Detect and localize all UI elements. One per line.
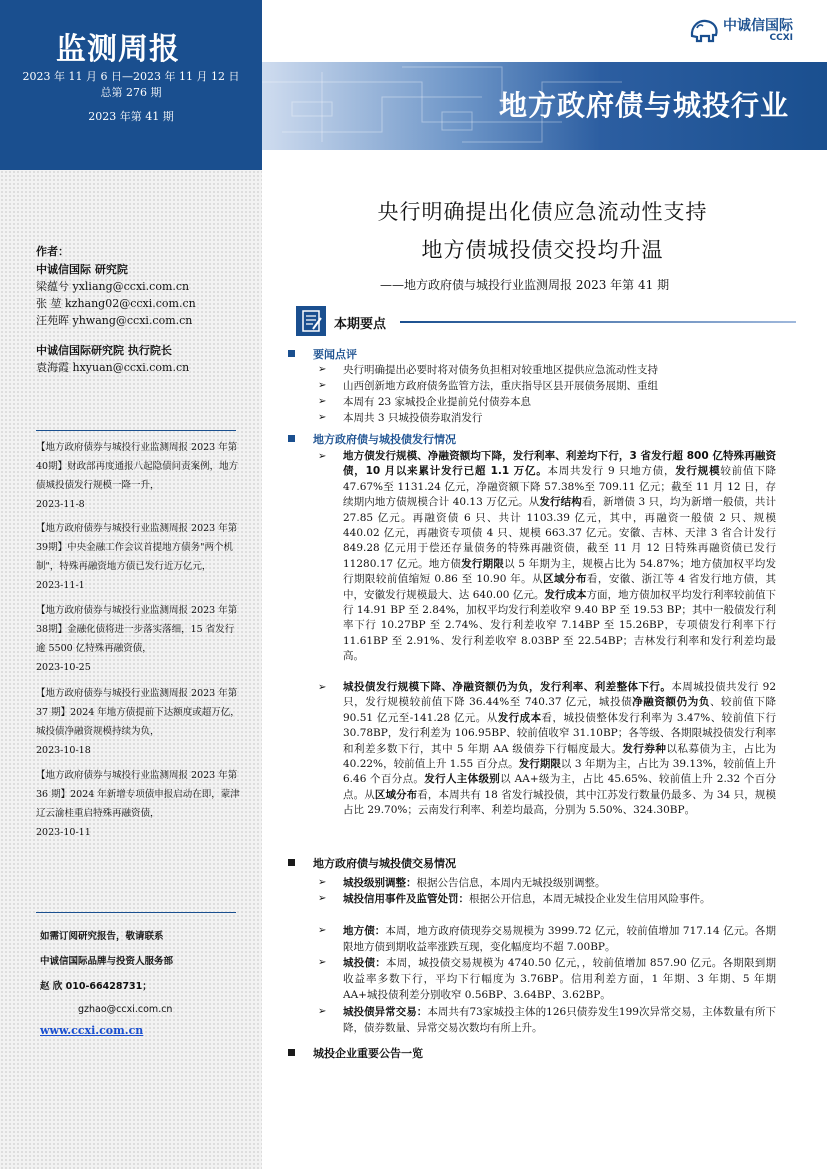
website-link[interactable]: www.ccxi.com.cn <box>40 1024 144 1037</box>
author-line: 梁蕴兮 yxliang@ccxi.com.cn <box>36 280 190 293</box>
director-line: 袁海霞 hxyuan@ccxi.com.cn <box>36 361 190 374</box>
section-heading-issuance: 地方政府债与城投债发行情况 <box>288 431 456 447</box>
director-org: 中诚信国际研究院 执行院长 <box>36 344 172 357</box>
trading-item: ➢ 城投债异常交易：本周共有73家城投主体的126只债券发生199次异常交易，主体数量有所下降，债券数量、异常交易次数均有所上升。 <box>318 1006 776 1034</box>
arrow-bullet-icon: ➢ <box>318 957 327 968</box>
arrow-bullet-icon: ➢ <box>318 877 327 888</box>
key-points-header <box>296 306 796 336</box>
author-org: 中诚信国际 研究院 <box>36 263 128 276</box>
related-report-date: 2023-10-11 <box>36 827 91 838</box>
trading-item: ➢ 城投级别调整：根据公告信息，本周内无城投级别调整。 <box>318 877 606 889</box>
report-title-line2: 地方债城投债交投均升温 <box>421 238 664 262</box>
report-title-line1: 央行明确提出化债应急流动性支持 <box>377 200 708 224</box>
square-bullet-icon <box>288 859 295 866</box>
related-report[interactable] <box>36 438 241 514</box>
square-bullet-icon <box>288 435 295 442</box>
related-report[interactable] <box>36 601 241 677</box>
related-report-date: 2023-11-1 <box>36 580 85 591</box>
date-range: 2023 年 11 月 6 日—2023 年 11 月 12 日 <box>22 70 240 83</box>
report-type-banner <box>0 0 262 170</box>
issuance-local-bond: ➢ 地方债发行规模、净融资额均下降，发行利率、利差均下行，3 省发行超 800 亿特殊再融资债，10 月以来累计发行已超 1.1 万亿。本周共发行 9 只地方债，发行规模较前值下降 47.67%至 1131.24 亿元，净融资额下降 57.38%至 709.11 亿元；截至 11 月 12 日，存续期内地方债规模合计 40.13 万亿元。从发行结构看，新增债 3 只，均为新增一般债，共计 27.85 亿元。再融资债 6 只、共计 1103.39 亿元，其中，再融资一般债 2 只、规模 440.02 亿元，再融资专项债 4 只、规模 663.37 亿元。安徽、吉林、天津 3 省合计发行 849.28 亿元用于偿还存量债务的特殊再融资债，截至 11 月 12 日特殊再融资债已发行 11280.17 亿元。地方债发行期限以 5 年期为主，规模占比为 54.87%；地方债加权平均发行期限较前值缩短 0.86 至 10.90 年。从区域分布看，安徽、浙江等 4 省发行地方债，其中，安徽发行规模最大、达 640.00 亿元。发行成本方面，地方债加权平均发行利率较前值下行 14.91 BP 至 2.84%，加权平均发行利差收窄 9.40 BP 至 19.53 BP；其中一般债发行利率下行 10.27BP 至 2.74%、发行利差收窄 7.14BP 至 15.26BP，专项债发行利率下行 11.61BP 至 2.91%、发行利差收窄 8.03BP 至 22.54BP；吉林发行利率和发行利差均最高。 <box>318 450 777 663</box>
author-heading: 作者： <box>36 245 69 258</box>
news-item: ➢ 央行明确提出必要时将对债务负担相对较重地区提供应急流动性支持 <box>318 364 658 376</box>
arrow-bullet-icon: ➢ <box>318 380 327 391</box>
elephant-logo-icon <box>689 18 719 44</box>
contact-name: 赵 欣 010-66428731； <box>40 981 152 992</box>
sidebar-divider <box>36 430 236 431</box>
contact-heading: 如需订阅研究报告，敬请联系 <box>40 931 164 942</box>
trading-item: ➢ 城投债：本周，城投债交易规模为 4740.50 亿元，，较前值增加 857.90 亿元。各期限到期收益率多数下行，平均下行幅度为 3.76BP。信用利差方面，1 年期、3 年期、5 年期 AA+城投债利差分别收窄 0.56BP、3.64BP、3.62BP。 <box>318 957 776 1001</box>
contact-email[interactable]: gzhao@ccxi.com.cn <box>78 1004 173 1015</box>
related-report-title: 【地方政府债券与城投行业监测周报 2023 年第 36 期】2024 年新增专项债申报启动在即，蒙津辽云渝桂重启特殊再融资债， <box>36 770 240 819</box>
related-report-date: 2023-10-18 <box>36 745 91 756</box>
arrow-bullet-icon: ➢ <box>318 682 327 693</box>
key-points-label: 本期要点 <box>334 317 387 332</box>
sidebar-divider <box>36 912 236 913</box>
document-icon <box>296 306 326 336</box>
related-report-title: 【地方政府债券与城投行业监测周报 2023 年第39期】中央金融工作会议首提地方债务"两个机制"，特殊再融资地方债已发行近万亿元， <box>36 523 238 572</box>
section-heading-trading: 地方政府债与城投债交易情况 <box>288 855 456 871</box>
trading-item: ➢ 地方债：本周，地方政府债现券交易规模为 3999.72 亿元，较前值增加 717.14 亿元。各期限地方债到期收益率涨跌互现，变化幅度均不超 7.00BP。 <box>318 925 777 953</box>
ccxi-logo <box>689 18 793 44</box>
industry-title: 地方政府债与城投行业 <box>498 89 789 122</box>
logo-text-en: CCXI <box>769 33 793 43</box>
arrow-bullet-icon: ➢ <box>318 364 327 375</box>
author-line: 汪苑晖 yhwang@ccxi.com.cn <box>36 314 193 327</box>
contact-dept: 中诚信国际品牌与投资人服务部 <box>40 956 174 967</box>
issuance-chengtou-bond: ➢ 城投债发行规模下降、净融资额仍为负，发行利率、利差整体下行。本周城投债共发行 92 只，发行规模较前值下降 36.44%至 740.37 亿元，城投债净融资额仍为负、较前值下降 90.51 亿元至-141.28 亿元。从发行成本看，城投债整体发行利率为 3.47%、较前值下行 30.78BP，发行利差为 106.95BP、较前值收窄 31.10BP；各等级、各期限城投债发行利率和利差多数下行，其中 5 年期 AA 级债券下行幅度最大。发行券种以私募债为主，占比为 40.22%，较前值上升 1.55 百分点。发行期限以 3 年期为主，占比为 39.13%，较前值上升 6.46 个百分点。发行人主体级别以 AA+级为主，占比 45.65%、较前值上升 2.32 个百分点。从区域分布看，本周共有 18 省发行城投债，其中江苏发行数量仍最多、为 34 只，规模占比 29.70%；云南发行利率、利差均最高，分别为 5.50%、324.30BP。 <box>318 681 777 817</box>
report-subtitle: ——地方政府债与城投行业监测周报 2023 年第 41 期 <box>380 278 670 292</box>
related-report-title: 【地方政府债券与城投行业监测周报 2023 年第 37 期】2024 年地方债提前下达额度或超万亿，城投债净融资规模持续为负， <box>36 688 240 737</box>
related-report-date: 2023-10-25 <box>36 662 91 673</box>
related-report-date: 2023-11-8 <box>36 499 85 510</box>
arrow-bullet-icon: ➢ <box>318 412 327 423</box>
related-report[interactable] <box>36 684 241 760</box>
arrow-bullet-icon: ➢ <box>318 893 327 904</box>
header-banner <box>262 0 827 150</box>
trading-item: ➢ 城投信用事件及监管处罚：根据公开信息，本周无城投企业发生信用风险事件。 <box>318 893 711 905</box>
related-report-title: 【地方政府债券与城投行业监测周报 2023 年第38期】金融化债将进一步落实落细，15 省发行逾 5500 亿特殊再融资债， <box>36 605 238 654</box>
issue-year: 2023 年第 41 期 <box>88 110 174 123</box>
news-item: ➢ 山西创新地方政府债务监管方法，重庆指导区县开展债务展期、重组 <box>318 380 658 392</box>
issue-total: 总第 276 期 <box>100 86 162 99</box>
arrow-bullet-icon: ➢ <box>318 1006 327 1017</box>
square-bullet-icon <box>288 1049 295 1056</box>
section-heading-announcements: 城投企业重要公告一览 <box>288 1045 423 1061</box>
arrow-bullet-icon: ➢ <box>318 396 327 407</box>
section-heading-news: 要闻点评 <box>288 346 357 362</box>
arrow-bullet-icon: ➢ <box>318 451 327 462</box>
news-item: ➢ 本周共 3 只城投债券取消发行 <box>318 412 483 424</box>
news-item: ➢ 本周有 23 家城投企业提前兑付债券本息 <box>318 396 532 408</box>
key-points-rule <box>400 321 796 323</box>
report-type: 监测周报 <box>56 32 180 67</box>
related-report[interactable] <box>36 766 241 842</box>
logo-text-cn: 中诚信国际 <box>723 18 793 34</box>
square-bullet-icon <box>288 350 295 357</box>
related-report[interactable] <box>36 519 241 595</box>
arrow-bullet-icon: ➢ <box>318 925 327 936</box>
author-line: 张 堃 kzhang02@ccxi.com.cn <box>36 297 196 310</box>
related-report-title: 【地方政府债券与城投行业监测周报 2023 年第40期】财政部再度通报八起隐债问责案例，地方债城投债发行规模一降一升， <box>36 442 239 491</box>
